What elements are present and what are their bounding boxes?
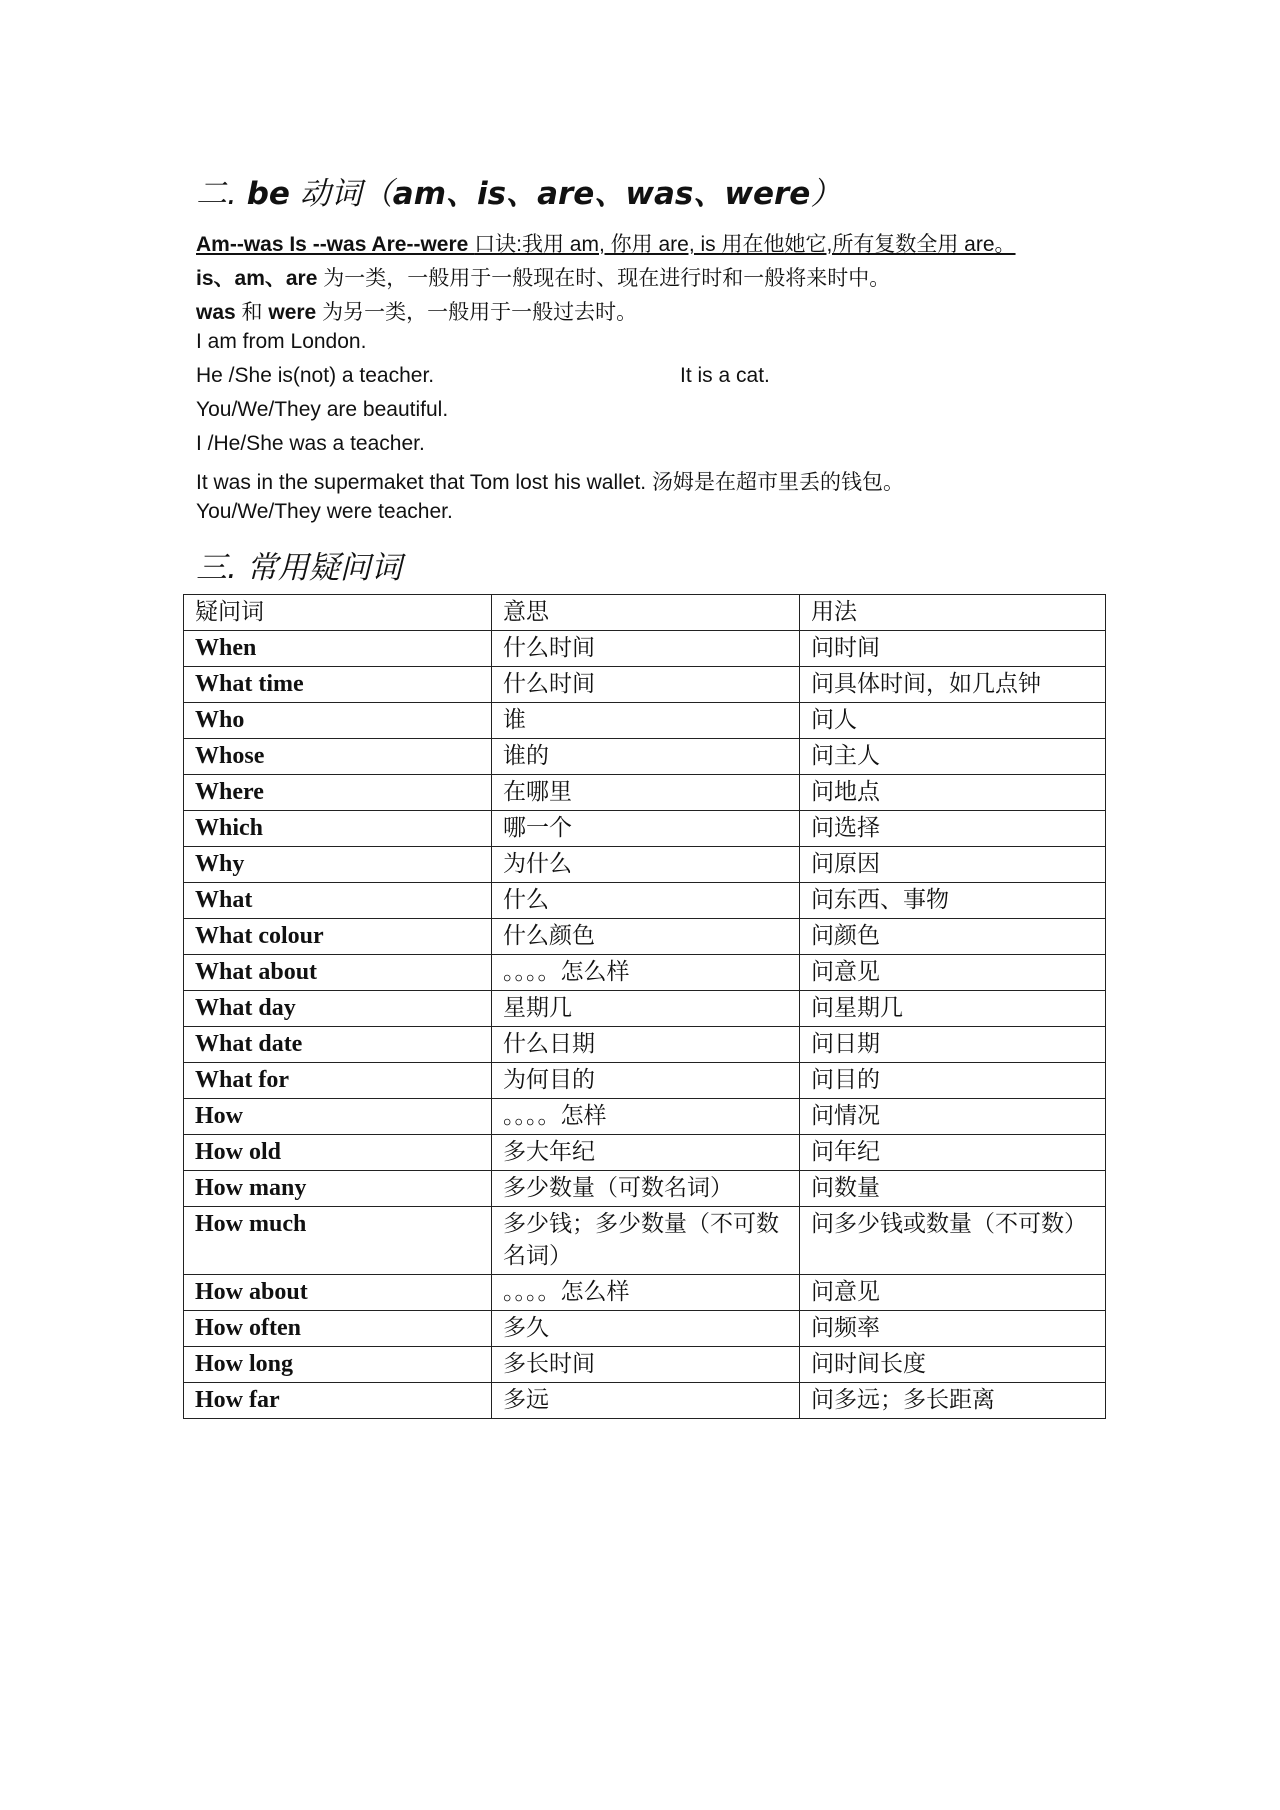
rule-past-were: were (268, 301, 317, 324)
table-row (184, 1099, 1106, 1135)
example-sentence: He /She is(not) a teacher. (196, 364, 435, 387)
table-row (184, 667, 1106, 703)
usage-cell: 问意见 (800, 1275, 1106, 1311)
question-word-cell: Where (184, 775, 492, 811)
meaning-cell: 什么 (492, 883, 800, 919)
table-row (184, 1171, 1106, 1207)
question-word-cell: How old (184, 1135, 492, 1171)
usage-cell: 问原因 (800, 847, 1106, 883)
question-words-table (183, 594, 1106, 1419)
header-cell: 意思 (492, 595, 800, 631)
example-sentence (196, 466, 904, 496)
usage-cell: 问主人 (800, 739, 1106, 775)
rule-present-text: 为一类，一般用于一般现在时、现在进行时和一般将来时中。 (317, 267, 891, 290)
question-word-cell: How often (184, 1311, 492, 1347)
meaning-cell: 谁 (492, 703, 800, 739)
heading-be: be (246, 176, 290, 212)
table-header-row (184, 595, 1106, 631)
usage-cell: 问日期 (800, 1027, 1106, 1063)
usage-cell: 问时间长度 (800, 1347, 1106, 1383)
table-row (184, 811, 1106, 847)
mnemonic-en: Am--was Is --was Are--were (196, 233, 475, 256)
table-row (184, 739, 1106, 775)
meaning-cell: 为什么 (492, 847, 800, 883)
question-word-cell: How many (184, 1171, 492, 1207)
table-row (184, 1027, 1106, 1063)
meaning-cell: 多少钱；多少数量（不可数名词） (492, 1207, 800, 1275)
mnemonic-cn: 口诀:我用 am, 你用 are, is 用在他她它,所有复数全用 are。 (474, 233, 1016, 256)
table-row (184, 631, 1106, 667)
table-row (184, 775, 1106, 811)
usage-cell: 问选择 (800, 811, 1106, 847)
meaning-cell: 什么颜色 (492, 919, 800, 955)
table-row (184, 1347, 1106, 1383)
usage-cell: 问情况 (800, 1099, 1106, 1135)
usage-cell: 问具体时间，如几点钟 (800, 667, 1106, 703)
question-word-cell: What time (184, 667, 492, 703)
heading-mid: 动词（ (289, 176, 393, 212)
usage-cell: 问时间 (800, 631, 1106, 667)
example-sentence: It is a cat. (680, 364, 770, 387)
heading-words: am、is、are、was、were (392, 176, 811, 212)
table-row (184, 1207, 1106, 1275)
usage-cell: 问多远；多长距离 (800, 1383, 1106, 1419)
usage-cell: 问年纪 (800, 1135, 1106, 1171)
heading-number: 二. (196, 176, 247, 212)
meaning-cell: 为何目的 (492, 1063, 800, 1099)
usage-cell: 问颜色 (800, 919, 1106, 955)
rule-present-words: is、am、are (196, 267, 318, 290)
example-sentence: I /He/She was a teacher. (196, 432, 425, 455)
table-row (184, 847, 1106, 883)
meaning-cell: 在哪里 (492, 775, 800, 811)
mnemonic-line (196, 228, 1016, 258)
meaning-cell: 。。。。怎么样 (492, 955, 800, 991)
meaning-cell: 谁的 (492, 739, 800, 775)
meaning-cell: 什么时间 (492, 667, 800, 703)
meaning-cell: 哪一个 (492, 811, 800, 847)
usage-cell: 问星期几 (800, 991, 1106, 1027)
table-row (184, 991, 1106, 1027)
usage-cell: 问东西、事物 (800, 883, 1106, 919)
table-row (184, 955, 1106, 991)
question-word-cell: What date (184, 1027, 492, 1063)
rule-past-and: 和 (235, 301, 269, 324)
table-row (184, 703, 1106, 739)
section-heading-be-verbs (196, 168, 841, 213)
question-word-cell: How about (184, 1275, 492, 1311)
question-word-cell: What (184, 883, 492, 919)
example-sentence: You/We/They are beautiful. (196, 398, 449, 421)
question-word-cell: Who (184, 703, 492, 739)
meaning-cell: 多远 (492, 1383, 800, 1419)
rule-past-was: was (196, 301, 236, 324)
header-cell: 疑问词 (184, 595, 492, 631)
question-word-cell: Why (184, 847, 492, 883)
question-word-cell: Which (184, 811, 492, 847)
usage-cell: 问频率 (800, 1311, 1106, 1347)
heading-close: ） (810, 176, 842, 212)
table-row (184, 1311, 1106, 1347)
meaning-cell: 星期几 (492, 991, 800, 1027)
meaning-cell: 。。。。怎样 (492, 1099, 800, 1135)
section-heading-question-words: 三. 常用疑问词 (196, 550, 402, 586)
meaning-cell: 多长时间 (492, 1347, 800, 1383)
example-translation: 汤姆是在超市里丢的钱包。 (651, 470, 904, 494)
question-word-cell: How far (184, 1383, 492, 1419)
usage-cell: 问人 (800, 703, 1106, 739)
question-word-cell: What about (184, 955, 492, 991)
question-word-cell: What day (184, 991, 492, 1027)
table-body (184, 595, 1106, 1419)
question-word-cell: When (184, 631, 492, 667)
usage-cell: 问意见 (800, 955, 1106, 991)
table-row (184, 883, 1106, 919)
question-word-cell: What for (184, 1063, 492, 1099)
table-row (184, 1063, 1106, 1099)
example-en: It was in the supermaket that Tom lost his wallet. (196, 471, 652, 494)
meaning-cell: 多少数量（可数名词） (492, 1171, 800, 1207)
meaning-cell: 多大年纪 (492, 1135, 800, 1171)
usage-cell: 问数量 (800, 1171, 1106, 1207)
meaning-cell: 。。。。怎么样 (492, 1275, 800, 1311)
meaning-cell: 什么时间 (492, 631, 800, 667)
meaning-cell: 什么日期 (492, 1027, 800, 1063)
rule-line-past (196, 296, 637, 326)
question-word-cell: How long (184, 1347, 492, 1383)
usage-cell: 问地点 (800, 775, 1106, 811)
table-row (184, 919, 1106, 955)
table-row (184, 1275, 1106, 1311)
meaning-cell: 多久 (492, 1311, 800, 1347)
example-sentence: I am from London. (196, 330, 367, 353)
table-row (184, 1383, 1106, 1419)
table-row (184, 1135, 1106, 1171)
question-word-cell: How much (184, 1207, 492, 1275)
question-word-cell: What colour (184, 919, 492, 955)
header-cell: 用法 (800, 595, 1106, 631)
usage-cell: 问多少钱或数量（不可数） (800, 1207, 1106, 1275)
rule-past-text: 为另一类，一般用于一般过去时。 (316, 301, 638, 324)
question-word-cell: Whose (184, 739, 492, 775)
usage-cell: 问目的 (800, 1063, 1106, 1099)
rule-line-present (196, 262, 890, 292)
example-sentence: You/We/They were teacher. (196, 500, 453, 523)
question-word-cell: How (184, 1099, 492, 1135)
